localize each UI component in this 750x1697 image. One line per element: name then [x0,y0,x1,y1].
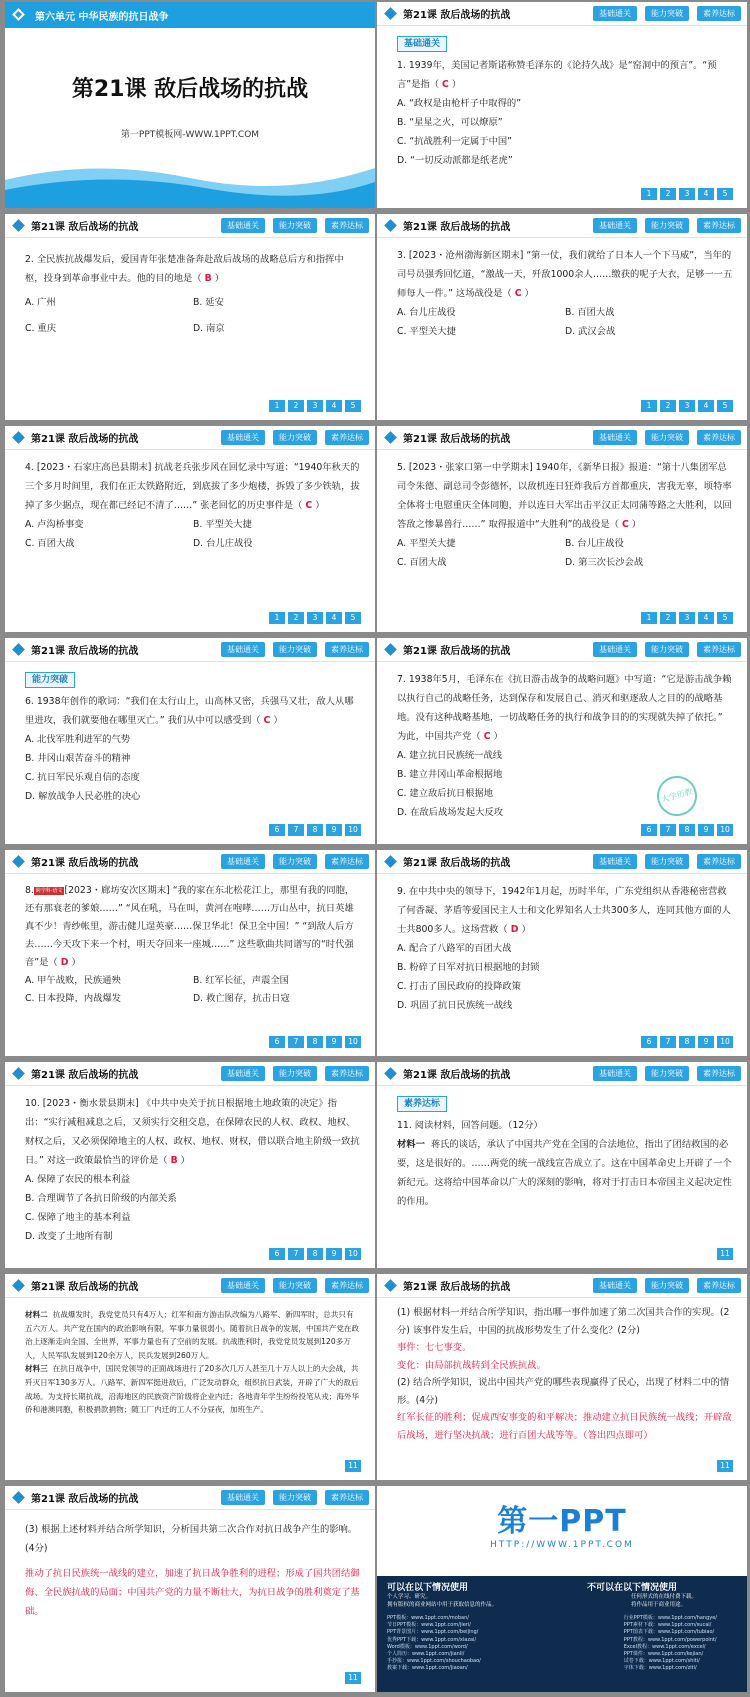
page-link[interactable]: 3 [307,612,323,624]
option: A. 平型关大捷 [397,538,456,549]
slide-header [5,1062,375,1086]
answer: C [442,79,449,90]
page-link[interactable]: 8 [307,824,323,836]
page-link[interactable]: 7 [660,1036,676,1048]
page-link[interactable]: 7 [660,824,676,836]
option: B. 百团大战 [565,307,615,318]
page-link[interactable]: 11 [717,1460,733,1472]
resource-link[interactable]: 个人简历：www.1ppt.com/jianli/ [387,1651,465,1658]
question-text: 8. 跨学科·语文 [2023・廊坊安次区期末] “我的家在东北松花江上，那里有我的同胞，还有那衰老的爹娘……” “风在吼，马在叫，黄河在咆哮……万山丛中，抗日英雄真不少！青纱帐里，游击健儿逞英豪……保卫华北！保卫全中国！” “到敌人后方去……今天攻下来一个村，明天夺回来一座城……” 这些歌曲共同谱写的“时代强音”是（ D ） [25,885,355,968]
question-text: 9. 在中共中央的领导下，1942年1月起，历时半年，广东党组织从香港秘密营救了何香凝、茅盾等爱国民主人士和文化界知名人士共300多人，连同其他方面的人士共800多人。这场营救（ D ） [397,886,731,935]
answer-text: 推动了抗日民族统一战线的建立，加速了抗日战争胜利的进程；形成了国共团结御侮、全民族抗战的局面；中国共产党的力量不断壮大，为抗日战争的胜利奠定了基础。 [25,1568,360,1617]
slide-q4 [5,426,375,632]
answer: C [514,288,522,299]
slide-header [377,426,747,450]
tab-basic[interactable]: 基础通关 [593,6,637,21]
option: C. 保障了地主的基本利益 [25,1212,131,1223]
tab-literacy[interactable]: 素养达标 [697,1066,741,1081]
tab-ability[interactable]: 能力突破 [273,854,317,869]
tab-literacy[interactable]: 素养达标 [325,218,369,233]
answer: D [510,924,519,935]
page-link[interactable]: 10 [345,824,361,836]
cannot-item: 任何形式的在线付费下载。 [630,1594,697,1600]
resource-link[interactable]: PPT背景图片：www.1ppt.com/beijing/ [387,1629,479,1636]
page-link[interactable]: 4 [698,400,714,412]
tab-basic[interactable]: 基础通关 [593,1278,637,1293]
option: A. 北伐军胜利进军的气势 [25,734,131,745]
resource-link[interactable]: 优秀PPT下载：www.1ppt.com/xiazai/ [387,1636,477,1643]
pager [269,400,361,412]
page-link[interactable]: 10 [345,1036,361,1048]
brand-url[interactable]: HTTP://WWW.1PPT.COM [490,1540,634,1550]
question-text: 7. 1938年5月，毛泽东在《抗日游击战争的战略问题》中写道：“它是游击战争赖以执行自己的战略任务，达到保存和发展自己、消灭和驱逐敌人之目的的战略基地。没有这种战略基地，一切战略任务的执行和战争目的的实现就失掉了依托。” 为此，中国共产党（ C ） [397,674,732,742]
resource-link[interactable]: PPT图表下载：www.1ppt.com/tubiao/ [623,1629,715,1636]
sub-question: (2) 结合所学知识，说出中国共产党的哪些表现赢得了民心，出现了材料二中的情形。(4分) [397,1377,730,1406]
page-link[interactable]: 11 [345,1460,361,1472]
tab-basic[interactable]: 基础通关 [593,642,637,657]
option: A. 保障了农民的根本利益 [25,1174,131,1185]
resource-link[interactable]: 教案下载：www.1ppt.com/jiaoan/ [387,1665,468,1672]
tab-basic[interactable]: 基础通关 [593,854,637,869]
page-link[interactable]: 9 [326,1036,342,1048]
tab-literacy[interactable]: 素养达标 [697,430,741,445]
answer: D [60,957,69,968]
tab-ability[interactable]: 能力突破 [645,1066,689,1081]
slide-q11-answers [377,1274,747,1480]
option: A. 广州 [25,297,56,308]
page-link[interactable]: 1 [641,188,657,200]
option: A. 卢沟桥事变 [25,519,84,530]
page-link[interactable]: 8 [679,824,695,836]
tab-literacy[interactable]: 素养达标 [325,642,369,657]
pager [641,188,733,200]
page-link[interactable]: 4 [698,188,714,200]
slide-header [377,214,747,238]
page-link[interactable]: 8 [679,1036,695,1048]
slide-q5 [377,426,747,632]
option: B. 合理调节了各抗日阶级的内部关系 [25,1193,177,1204]
page-link[interactable]: 1 [269,400,285,412]
usage-panel [377,1576,747,1692]
tab-literacy[interactable]: 素养达标 [697,6,741,21]
section-label: 素养达标 [397,1096,447,1112]
tab-literacy[interactable]: 素养达标 [697,218,741,233]
slide-header [377,1062,747,1086]
tab-basic[interactable]: 基础通关 [221,854,265,869]
material-text: 材料三 在抗日战争中，国民党领导的正面战场进行了20多次几万人甚至几十万人以上的大会战，共歼灭日军130多万人。八路军、新四军挺进敌后，广泛发动群众，组织抗日武装，开辟了广大的敌后战场。为支持长期抗战，沿海地区的民族资产阶级将企业内迁；各地青年学生纷纷投笔从戎；海外华侨和港澳同胞，积极捐款捐物；随工厂内迁的工人不分昼夜，加班生产。 [25,1364,360,1415]
sub-question: (1) 根据材料一并结合所学知识，指出哪一事件加速了第二次国共合作的实现。(2分) 该事件发生后，中国的抗战形势发生了什么变化？(2分) [397,1307,730,1336]
page-link[interactable]: 11 [717,1248,733,1260]
cover-site: 第一PPT模板网-WWW.1PPT.COM [120,130,260,140]
option: D. 南京 [193,323,225,334]
option: B. 建立井冈山革命根据地 [397,769,503,780]
pager [269,612,361,624]
page-link[interactable]: 4 [326,400,342,412]
tab-basic[interactable]: 基础通关 [221,218,265,233]
watermark-stamp: 大学历教 [653,772,702,821]
cover-title: 第21课 敌后战场的抗战 [71,77,309,102]
page-link[interactable]: 6 [269,1248,285,1260]
cannot-use-title: 不可以在以下情况使用 [586,1583,677,1593]
answer: C [305,500,313,511]
tab-ability[interactable]: 能力突破 [645,854,689,869]
question-text: 6. 1938年创作的歌词：“我们在太行山上，山高林又密，兵强马又壮，敌人从哪里进攻，我们就要他在哪里灭亡。” 我们从中可以感受到（ C ） [25,696,354,726]
page-link[interactable]: 10 [717,824,733,836]
option: B. 井冈山艰苦奋斗的精神 [25,753,131,764]
tab-literacy[interactable]: 素养达标 [325,1490,369,1505]
diamond-icon [12,431,25,444]
page-link[interactable]: 9 [326,824,342,836]
resource-link[interactable]: Word模板：www.1ppt.com/word/ [387,1643,468,1650]
tab-literacy[interactable]: 素养达标 [697,642,741,657]
option: A. 台儿庄战役 [397,307,456,318]
tab-ability[interactable]: 能力突破 [273,1066,317,1081]
resource-link[interactable]: 试卷下载：www.1ppt.com/shiti/ [623,1658,700,1665]
tab-basic[interactable]: 基础通关 [221,1490,265,1505]
page-link[interactable]: 8 [307,1248,323,1260]
lesson-title: 第21课 敌后战场的抗战 [403,434,511,445]
page-link[interactable]: 9 [698,1036,714,1048]
pager [717,1248,733,1260]
diamond-icon [12,855,25,868]
lesson-title: 第21课 敌后战场的抗战 [403,858,511,869]
page-link[interactable]: 3 [679,612,695,624]
question-text: 1. 1939年，美国记者斯诺称赞毛泽东的《论持久战》是“窑洞中的预言”。“预言”是指（ C ） [397,60,717,90]
slide-q11-material23 [5,1274,375,1480]
page-link[interactable]: 8 [307,1036,323,1048]
question-text: 3. [2023・沧州渤海新区期末] “第一仗，我们就给了日本人一个下马威”，当年的司号员强秀回忆道，“激战一天，歼敌1000余人……缴获的呢子大衣，足够一一五师每人一件。” 这场战役是（ C ） [397,250,733,299]
option: C. 百团大战 [397,557,447,568]
option: A. “政权是由枪杆子中取得的” [397,98,522,109]
page-link[interactable]: 2 [660,612,676,624]
option: C. 抗日军民乐观自信的态度 [25,772,140,783]
tab-basic[interactable]: 基础通关 [593,430,637,445]
diamond-icon [384,855,397,868]
slide-header [377,1274,747,1298]
tab-ability[interactable]: 能力突破 [645,218,689,233]
diamond-icon [384,7,397,20]
page-link[interactable]: 2 [288,400,304,412]
answer: C [263,715,271,726]
slide-header [5,214,375,238]
pager [641,612,733,624]
pager [269,1036,361,1048]
option: C. 重庆 [25,323,56,334]
pager [345,1460,361,1472]
answer: C [483,731,491,742]
tab-basic[interactable]: 基础通关 [221,1066,265,1081]
option: B. 台儿庄战役 [565,538,624,549]
pager [641,400,733,412]
page-link[interactable]: 10 [345,1248,361,1260]
resource-link[interactable]: PPT教程：www.1ppt.com/powerpoint/ [623,1636,717,1643]
tab-literacy[interactable]: 素养达标 [325,854,369,869]
slide-header [5,1274,375,1298]
slide-q6 [5,638,375,844]
diamond-icon [384,431,397,444]
lesson-title: 第21课 敌后战场的抗战 [31,858,139,869]
lesson-title: 第21课 敌后战场的抗战 [31,222,139,233]
pager [269,1248,361,1260]
tab-ability[interactable]: 能力突破 [273,218,317,233]
option: D. 改变了土地所有制 [25,1231,113,1242]
page-link[interactable]: 5 [717,188,733,200]
lesson-title: 第21课 敌后战场的抗战 [403,646,511,657]
diamond-icon [12,1067,25,1080]
cover-slide [5,2,375,208]
lesson-title: 第21课 敌后战场的抗战 [403,10,511,21]
slide-q11-material1 [377,1062,747,1268]
page-link[interactable]: 7 [288,824,304,836]
tab-ability[interactable]: 能力突破 [273,1278,317,1293]
slide-q3 [377,214,747,420]
lesson-title: 第21课 敌后战场的抗战 [403,1070,511,1081]
page-link[interactable]: 7 [288,1248,304,1260]
page-link[interactable]: 1 [641,612,657,624]
section-label: 能力突破 [25,672,75,688]
pager [717,1460,733,1472]
pager [269,824,361,836]
slide-header [5,850,375,874]
page-link[interactable]: 3 [307,400,323,412]
question-text: 11. 阅读材料，回答问题。（12分） [397,1120,543,1131]
diamond-icon [384,1279,397,1292]
section-label: 基础通关 [397,36,447,52]
page-link[interactable]: 2 [288,612,304,624]
page-link[interactable]: 5 [717,612,733,624]
tab-basic[interactable]: 基础通关 [593,218,637,233]
option: D. 解放战争人民必胜的决心 [25,791,141,802]
page-link[interactable]: 11 [345,1672,361,1684]
option: C. 打击了国民政府的投降政策 [397,981,521,992]
lesson-title: 第21课 敌后战场的抗战 [31,1070,139,1081]
slide-q9 [377,850,747,1056]
lesson-title: 第21课 敌后战场的抗战 [31,1494,139,1505]
resource-link[interactable]: 字体下载：www.1ppt.com/ziti/ [623,1665,697,1672]
diamond-icon [12,219,25,232]
option: A. 建立抗日民族统一战线 [397,750,503,761]
resource-link[interactable]: PPT模板：www.1ppt.com/moban/ [387,1615,469,1621]
diamond-icon [384,643,397,656]
option: D. 巩固了抗日民族统一战线 [397,1000,513,1011]
tab-literacy[interactable]: 素养达标 [697,854,741,869]
page-link[interactable]: 4 [698,612,714,624]
ad-slide [377,1486,747,1692]
option: C. “抗战胜利一定属于中国” [397,136,513,147]
slide-header [5,638,375,662]
slide-header [377,638,747,662]
page-link[interactable]: 4 [326,612,342,624]
material-text: 材料二 抗战爆发时，我党党员只有4万人；红军和南方游击队改编为八路军、新四军时，总共只有五六万人。共产党在国内的政治影响有限，军事力量很弱小。随着抗日战争的发展，中国共产党在政治上逐渐走向全国、全世界，军事力量也有了空前的发展。抗战胜利时，我党党员发展到120多万人，人民军队发展到120余万人，民兵发展到260万人。 [25,1310,360,1360]
page-link[interactable]: 6 [269,1036,285,1048]
resource-link[interactable]: 行业PPT模板：www.1ppt.com/hangye/ [623,1615,717,1621]
answer-text: 红军长征的胜利；促成西安事变的和平解决；推动建立抗日民族统一战线；开辟敌后战场，进行坚决抗战；进行百团大战等等。（答出四点即可） [397,1412,732,1441]
page-link[interactable]: 2 [660,400,676,412]
page-link[interactable]: 5 [345,400,361,412]
slide-q10 [5,1062,375,1268]
page-link[interactable]: 6 [269,824,285,836]
option: D. 救亡图存，抗击日寇 [193,993,290,1004]
tab-literacy[interactable]: 素养达标 [325,1066,369,1081]
resource-link[interactable]: PPT素材下载：www.1ppt.com/sucai/ [623,1622,712,1629]
page-link[interactable]: 2 [660,188,676,200]
question-text: 2. 全民族抗战爆发后，爱国青年张楚准备奔赴敌后战场的战略总后方和指挥中枢，投身到革命事业中去。他的目的地是（ B ） [25,254,344,284]
slide-q2 [5,214,375,420]
tab-ability[interactable]: 能力突破 [645,430,689,445]
page-link[interactable]: 5 [345,612,361,624]
page-link[interactable]: 3 [679,188,695,200]
tab-basic[interactable]: 基础通关 [593,1066,637,1081]
diamond-icon [384,1067,397,1080]
lesson-title: 第21课 敌后战场的抗战 [31,434,139,445]
page-link[interactable]: 7 [288,1036,304,1048]
tab-ability[interactable]: 能力突破 [273,1490,317,1505]
option: D. 第三次长沙会战 [565,557,644,568]
page-link[interactable]: 9 [698,824,714,836]
wave-decoration [5,158,375,208]
answer: B [170,1155,178,1166]
option: D. “一切反动派都是纸老虎” [397,155,513,166]
tab-literacy[interactable]: 素养达标 [325,430,369,445]
option: C. 百团大战 [25,538,75,549]
answer: B [204,273,212,284]
slide-q1 [377,2,747,208]
lesson-title: 第21课 敌后战场的抗战 [31,1282,139,1293]
option: D. 台儿庄战役 [193,538,253,549]
option: D. 在敌后战场发起大反攻 [397,807,504,818]
page-link[interactable]: 9 [326,1248,342,1260]
tab-basic[interactable]: 基础通关 [221,642,265,657]
tab-literacy[interactable]: 素养达标 [697,1278,741,1293]
page-link[interactable]: 6 [641,824,657,836]
tab-ability[interactable]: 能力突破 [645,642,689,657]
option: C. 日本投降，内战爆发 [25,993,122,1004]
option: B. 延安 [193,297,224,308]
page-link[interactable]: 5 [717,400,733,412]
resource-link[interactable]: 手抄报：www.1ppt.com/shouchaobao/ [387,1658,481,1665]
page-link[interactable]: 1 [269,612,285,624]
unit-title: 第六单元 中华民族的抗日战争 [35,12,169,23]
option: B. “星星之火，可以燎原” [397,117,503,128]
cover-header [5,2,375,28]
answer: C [621,519,629,530]
page-link[interactable]: 3 [679,400,695,412]
tab-ability[interactable]: 能力突破 [273,642,317,657]
slide-q7 [377,638,747,844]
tab-ability[interactable]: 能力突破 [273,430,317,445]
can-item: 拥有版权的商业网站中用于获取信息的作品。 [387,1602,498,1608]
option: A. 配合了八路军的百团大战 [397,943,512,954]
resource-link[interactable]: 节日PPT模板：www.1ppt.com/jieri/ [387,1622,471,1629]
slide-header [377,2,747,26]
cannot-item: 将作品用于商业用途。 [630,1602,686,1608]
brand-logo: 第一PPT [497,1504,627,1539]
subject-tag: 跨学科·语文 [35,887,63,894]
tab-basic[interactable]: 基础通关 [221,1278,265,1293]
resource-link[interactable]: PPT课件：www.1ppt.com/kejian/ [623,1651,704,1658]
lesson-title: 第21课 敌后战场的抗战 [403,222,511,233]
lesson-title: 第21课 敌后战场的抗战 [31,646,139,657]
slide-header [377,850,747,874]
resource-link[interactable]: Excel教程：www.1ppt.com/excel/ [623,1643,706,1650]
question-text: 4. [2023・石家庄高邑县期末] 抗战老兵张步风在回忆录中写道：“1940年秋天的三个多月时间里，我们在正太铁路附近，到底拔了多少炮楼，拆毁了多少铁轨，拔掉了多少据点，现在都已经记不清了……” 张老回忆的历史事件是（ C ） [25,462,360,511]
page-link[interactable]: 6 [641,1036,657,1048]
material-text: 材料一 蒋氏的谈话，承认了中国共产党在全国的合法地位，指出了团结救国的必要，这是很好的。……两党的统一战线宣告成立了。这在中国革命史上开辟了一个新纪元。这将给中国革命以广大的深刻的影响，将对于打击日本帝国主义起决定性的作用。 [397,1139,732,1207]
pager [345,1672,361,1684]
option: B. 粉碎了日军对抗日根据地的封锁 [397,962,540,973]
tab-ability[interactable]: 能力突破 [645,1278,689,1293]
answer-text: 变化：由局部抗战转到全民族抗战。 [397,1359,546,1371]
lesson-title: 第21课 敌后战场的抗战 [403,1282,511,1293]
diamond-icon [12,1491,25,1504]
tab-literacy[interactable]: 素养达标 [325,1278,369,1293]
option: C. 平型关大捷 [397,326,456,337]
slide-q11-part3 [5,1486,375,1692]
page-link[interactable]: 1 [641,400,657,412]
can-use-title: 可以在以下情况使用 [387,1583,469,1593]
slide-header [5,1486,375,1510]
diamond-icon [12,8,25,21]
diamond-icon [384,219,397,232]
pager [641,1036,733,1048]
option: B. 红军长征，声震全国 [193,975,289,986]
option: B. 平型关大捷 [193,519,252,530]
slide-header [5,426,375,450]
tab-basic[interactable]: 基础通关 [221,430,265,445]
pager [641,824,733,836]
sub-question: (3) 根据上述材料并结合所学知识，分析国共第二次合作对抗日战争产生的影响。(4分) [25,1524,358,1554]
answer-text: 事件：七七事变。 [397,1342,472,1353]
question-text: 5. [2023・张家口第一中学期末] 1940年，《新华日报》报道：“第十八集团军总司令朱德、副总司令彭德怀，以敌机连日狂炸我后方首都重庆，害我无辜，顷特率全体将士电慰重庆全体同胞，并以连日大军出击平汉正太同蒲等路之大胜利，以回答敌之惨暴兽行……” 取得报道中“大胜利”的战役是（ C ） [397,462,732,530]
diamond-icon [12,643,25,656]
option: A. 甲午战败，民族通殃 [25,975,121,986]
option: D. 武汉会战 [565,326,616,337]
slide-q8 [5,850,375,1056]
option: C. 建立敌后抗日根据地 [397,788,494,799]
page-link[interactable]: 10 [717,1036,733,1048]
question-text: 10. [2023・衡水景县期末] 《中共中央关于抗日根据地土地政策的决定》指出：“实行减租减息之后，又须实行交租交息，在保障农民的人权、政权、地权、财权之后，又必须保障地主的人权、政权、地权、财权，借以联合地主阶级一致抗日。” 对这一政策最恰当的评价是（ B ） [25,1098,360,1166]
tab-ability[interactable]: 能力突破 [645,6,689,21]
diamond-icon [12,1279,25,1292]
can-item: 个人学习、研究。 [387,1594,432,1600]
